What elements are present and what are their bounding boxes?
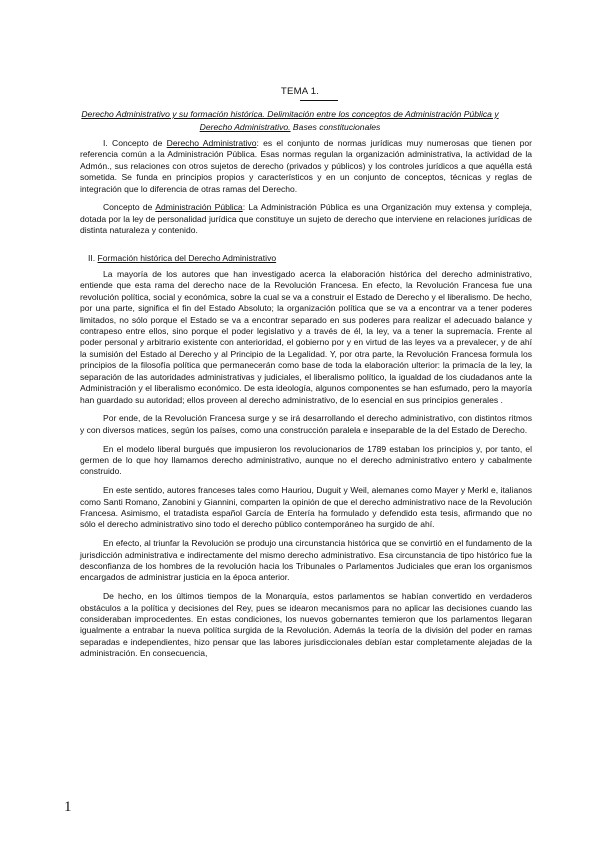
section2-heading — [80, 253, 532, 264]
section1b-prefix: Concepto de — [103, 202, 156, 213]
section1b-text: : La Administración Pública es una Organización muy extensa y compleja, dotada por la ley de personalidad jurídica que constituye un sujeto de derecho que interviene en relaciones jurídicas de distinta naturaleza y contenido. — [80, 202, 532, 236]
section1-prefix: I. Concepto de — [103, 138, 167, 148]
section2-title: Formación histórica del Derecho Administrativo — [97, 252, 277, 263]
paragraph: De hecho, en los últimos tiempos de la Monarquía, estos parlamentos se habían convertido en verdaderos obstáculos a la política y decisiones del Rey, pues se idearon mecanismos para no aplicar las decisiones cuando las consideraban improcedentes. En estas condiciones, los nuevos gobernantes temieron que los parlamentos llegaran igualmente a entrabar la nueva política surgida de la Revolución. Además la teoría de la división del poder en ramas separadas e independientes, hizo pensar que las labores jurisdiccionales debían estar completamente alejadas de la administración. En consecuencia, — [80, 591, 532, 659]
term-administracion-publica: Administración Pública — [155, 202, 243, 213]
section1-text: : es el conjunto de normas jurídicas muy numerosas que tienen por referencia común a la Administración Pública. Esas normas regulan la organización administrativa, la actividad de la Admón., sus relaciones con otros sujetos de derecho (privados y públicos) y los controles jurídicos a que aquélla está sometida. Se funda en principios propios y característicos y en un conjunto de conceptos, técnicas y reglas de integración que lo diferencia de otras ramas del Derecho. — [80, 138, 532, 194]
paragraph: En el modelo liberal burgués que impusieron los revolucionarios de 1789 estaban los principios y, por tanto, el germen de lo que hoy llamamos derecho administrativo, aunque no el derecho administrativo entero y cabalmente construido. — [80, 443, 532, 477]
paragraph-concept-administracion — [80, 202, 532, 236]
section2-prefix: II. — [88, 252, 98, 263]
title-underline — [300, 100, 338, 101]
subtitle-rest: Bases constitucionales — [290, 122, 381, 132]
page-number: 1 — [64, 799, 72, 815]
subtitle-underlined: Derecho Administrativo y su formación histórica. Delimitación entre los conceptos de Administración Pública y Derecho Administrativo. — [81, 109, 499, 132]
term-derecho-administrativo: Derecho Administrativo — [166, 138, 257, 148]
paragraph: En este sentido, autores franceses tales como Hauriou, Duguit y Weil, alemanes como Mayer y Merkl e, italianos como Santi Romano, Zanobini y Giannini, comparten la opinión de que el derecho administrativo nace de la Revolución Francesa. Asimismo, el tratadista español García de Entería ha formulado y defendido esta tesis, afirmando que no sólo el derecho administrativo sino todo el derecho público contemporáneo ha surgido de ahí. — [80, 485, 532, 530]
paragraph-concept-derecho — [80, 138, 532, 195]
document-body — [80, 138, 532, 667]
paragraph: En efecto, al triunfar la Revolución se produjo una circunstancia histórica que se convirtió en el fundamento de la jurisdicción administrativa e indirectamente del mismo derecho administrativo. Esa circunstancia de tipo histórico fue la desconfianza de los hombres de la revolución hacia los Tribunales o Parlamentos Judiciales que eran los organismos encargados de administrar justicia en la época anterior. — [80, 538, 532, 583]
document-title: TEMA 1. — [280, 86, 320, 97]
paragraph: Por ende, de la Revolución Francesa surge y se irá desarrollando el derecho administrativo, con distintos ritmos y con diversos matices, según los países, como una construcción paralela e inseparable de la del Estado de Derecho. — [80, 413, 532, 435]
paragraph: La mayoría de los autores que han investigado acerca la elaboración histórica del derecho administrativo, entiende que esta rama del derecho nace de la Revolución Francesa. En efecto, la Revolución Francesa fue una revolución política, social y económica, sobre la cual se va a construir el Estado de Derecho y el liberalismo. De hecho, por una parte, significa el fin del Estado Absoluto; la organización política que se va a encontrar va a tener poderes limitados, no sólo porque el Estado se va a encontrar separado en sus poderes para realizar el adecuado balance y contrapeso entre ellos, sino porque el poder legislativo y a través de él, la ley, va a tener la supremacía. Frente al poder personal y arbitrario existente con anterioridad, el gobierno por y en virtud de las leyes va a prevalecer, y de ahí la sumisión del Estado al Derecho y al Principio de la Legalidad. Y, por otra parte, la Revolución Francesa formula los principios de la filosofía política que permanecerán como base de toda la elaboración ulterior: la primacía de la ley, la separación de las autoridades administrativas y judiciales, el liberalismo político, la igualdad de los ciudadanos ante la Administración y el liberalismo económico. De esta ideología, algunos componentes se han esfumado, pero la mayoría han guardado su autoridad; ellos proveen al derecho administrativo, de lo esencial en sus principios generales . — [80, 269, 532, 405]
document-subtitle — [80, 108, 500, 134]
